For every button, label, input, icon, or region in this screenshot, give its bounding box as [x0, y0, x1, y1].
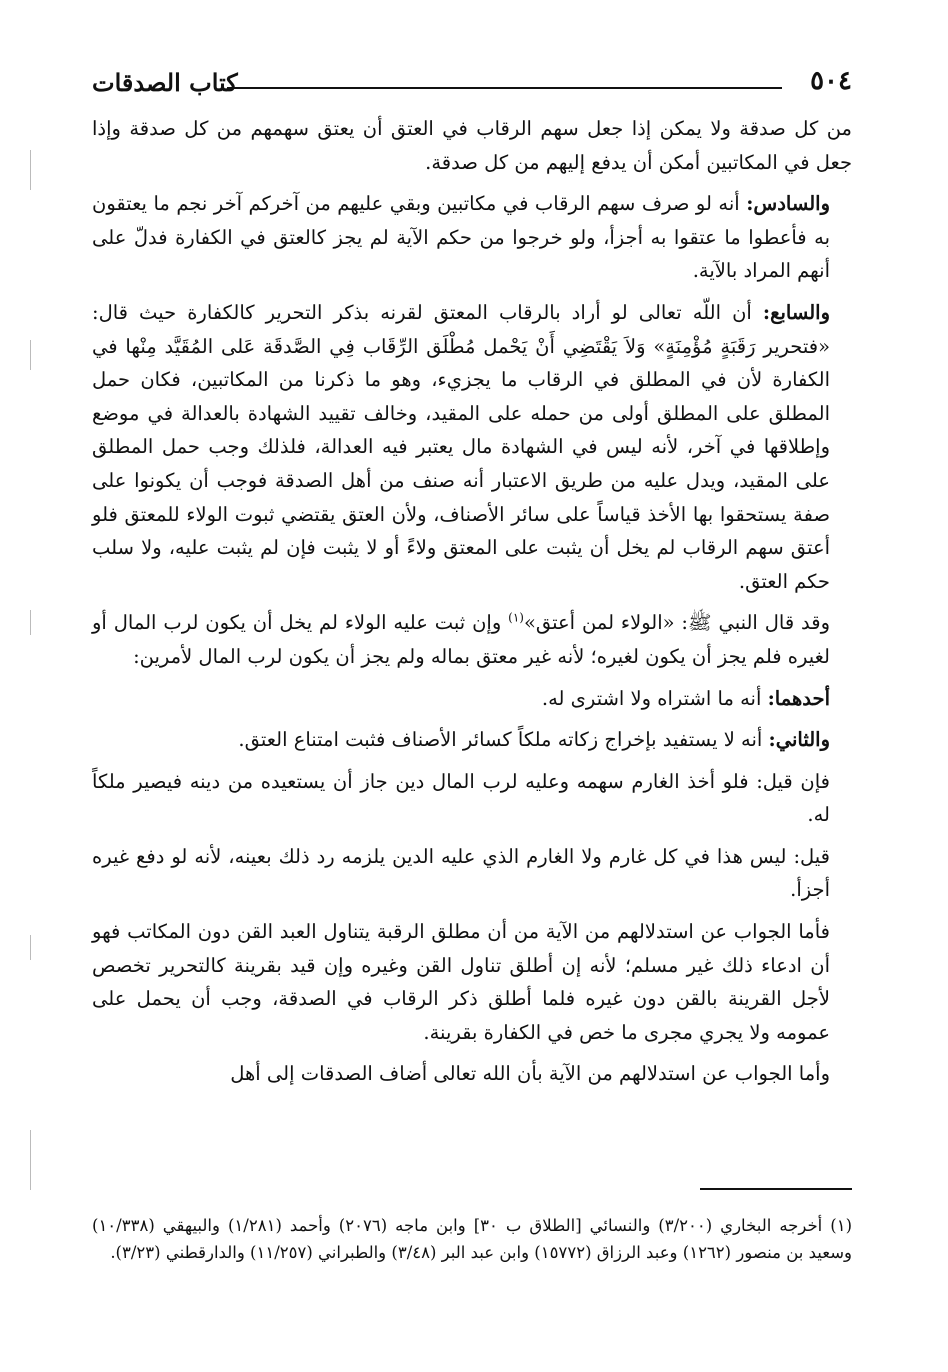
paragraph-text: فإن قيل: فلو أخذ الغارم سهمه وعليه لرب المال دين جاز أن يستعيده من دينه فيصير ملكاً له. [92, 769, 830, 827]
header-rule [227, 87, 782, 89]
paragraph-answer-one [92, 915, 852, 1049]
margin-mark [30, 1130, 31, 1190]
footnote-divider [700, 1188, 852, 1190]
paragraph-text: أنه ما اشتراه ولا اشترى له. [541, 686, 768, 710]
paragraph-lead: والسابع: [762, 300, 830, 324]
paragraph-text: من كل صدقة ولا يمكن إذا جعل سهم الرقاب في العتق أن يعتق سهمهم من كل صدقة وإذا جعل في المكاتبين أمكن أن يدفع إليهم من كل صدقة. [92, 117, 852, 174]
paragraph-text: قيل: ليس هذا في كل غارم ولا الغارم الذي عليه الدين يلزمه رد ذلك بعينه، لأنه لو دفع غيره أجزأ. [92, 844, 830, 902]
paragraph-text: فأما الجواب عن استدلالهم من الآية من أن مطلق الرقبة يتناول العبد القن دون المكاتب فهو أن ادعاء ذلك غير مسلم؛ لأنه إن أطلق تناول القن وغيره وإن قيد بقرينة كالتحرير تخصص لأجل القرينة بالقن دون غيره فلما أطلق ذكر الرقاب في الصدقة، وجب أن يحمل على عمومه ولا يجري مجرى ما خص في الكفارة بقرينة. [92, 920, 830, 1044]
footnotes [92, 1212, 852, 1266]
paragraph-lead: أحدهما: [767, 686, 830, 710]
paragraph-reply [92, 840, 852, 907]
paragraph-first-reason [92, 682, 852, 716]
margin-mark [30, 150, 31, 190]
footnote-item: (١) أخرجه البخاري (٣/٢٠٠) والنسائي [الطلاق ب ٣٠] وابن ماجه (٢٠٧٦) وأحمد (١/٢٨١) والبيهقي (١٠/٣٣٨) وسعيد بن منصور (١٢٦٢) وعبد الرزاق (١٥٧٧٢) وابن عبد البر (٣/٤٨) والطبراني (١١/٢٥٧) والدارقطني (٣/٢٣). [92, 1216, 852, 1262]
paragraph-text: أن اللّه تعالى لو أراد بالرقاب المعتق لقرنه بذكر التحرير كالكفارة حيث قال: «فتحرير رَقَبَةٍ مُؤْمِنَةٍ» وَلاَ يَقْتَضِي أَنْ يَحْمل مُطْلَق الرِّقَاب فِي الصَّدقَة عَلى المُقَيَّد مِنْها في الكفارة لأن في المطلق في الرقاب ما يجزيء، وهو ما ذكرنا من المكاتبين، فكان حمل المطلق على المطلق أولى من حمله على المقيد، وخالف تقييد الشهادة بالعدالة في موضع وإطلاقها في آخر، لأنه ليس في الشهادة مال يعتبر فيه العدالة، فلذلك وجب حمل المطلق على المقيد، ويدل عليه من طريق الاعتبار أنه صنف من أهل الصدقة فوجب أن يكونوا على صفة يستحقوا بها الأخذ قياساً على سائر الأصناف، ولأن العتق يقتضي ثبوت الولاء للمعتق فلو أعتق سهم الرقاب لم يخل أن يثبت على المعتق ولاءً أو لا يثبت فإن لم يثبت عليه، ولا سلب حكم العتق. [92, 300, 830, 593]
paragraph-hadith [92, 606, 852, 673]
page-number: ٥٠٤ [810, 66, 852, 96]
page-header [92, 66, 852, 106]
main-text [92, 112, 852, 1099]
paragraph [92, 112, 852, 179]
paragraph-sixth [92, 187, 852, 288]
margin-mark [30, 340, 31, 370]
paragraph-answer-two [92, 1057, 852, 1091]
paragraph-second-reason [92, 723, 852, 757]
paragraph-lead: والثاني: [768, 728, 830, 752]
paragraph-text: وأما الجواب عن استدلالهم من الآية بأن الله تعالى أضاف الصدقات إلى أهل [230, 1062, 830, 1086]
paragraph-text-continued: وإن ثبت عليه الولاء لم يخل أن يكون لرب المال أو لغيره فلم يجز أن يكون لغيره؛ لأنه غير معتق بماله ولم يجز أن يكون لرب المال لأمرين: [92, 611, 830, 668]
paragraph-objection [92, 765, 852, 832]
paragraph-seventh [92, 296, 852, 598]
paragraph-lead: والسادس: [746, 192, 830, 216]
margin-mark [30, 610, 31, 635]
footnote-ref[interactable]: (١) [508, 610, 524, 625]
margin-mark [30, 935, 31, 960]
book-title: كتاب الصدقات [92, 68, 238, 97]
paragraph-text: أنه لا يستفيد بإخراج زكاته ملكاً كسائر الأصناف فثبت امتناع العتق. [238, 728, 769, 752]
paragraph-text: وقد قال النبي ﷺ: «الولاء لمن أعتق» [523, 611, 830, 635]
paragraph-text: أنه لو صرف سهم الرقاب في مكاتبين وبقي عليهم من آخركم آخر نجم ما يعتقون به فأعطوا ما عتقوا به أجزأ، ولو خرجوا من حكم الآية لم يجز كالعتق في الكفارة فدلّ على أنهم المراد بالآية. [92, 192, 830, 283]
